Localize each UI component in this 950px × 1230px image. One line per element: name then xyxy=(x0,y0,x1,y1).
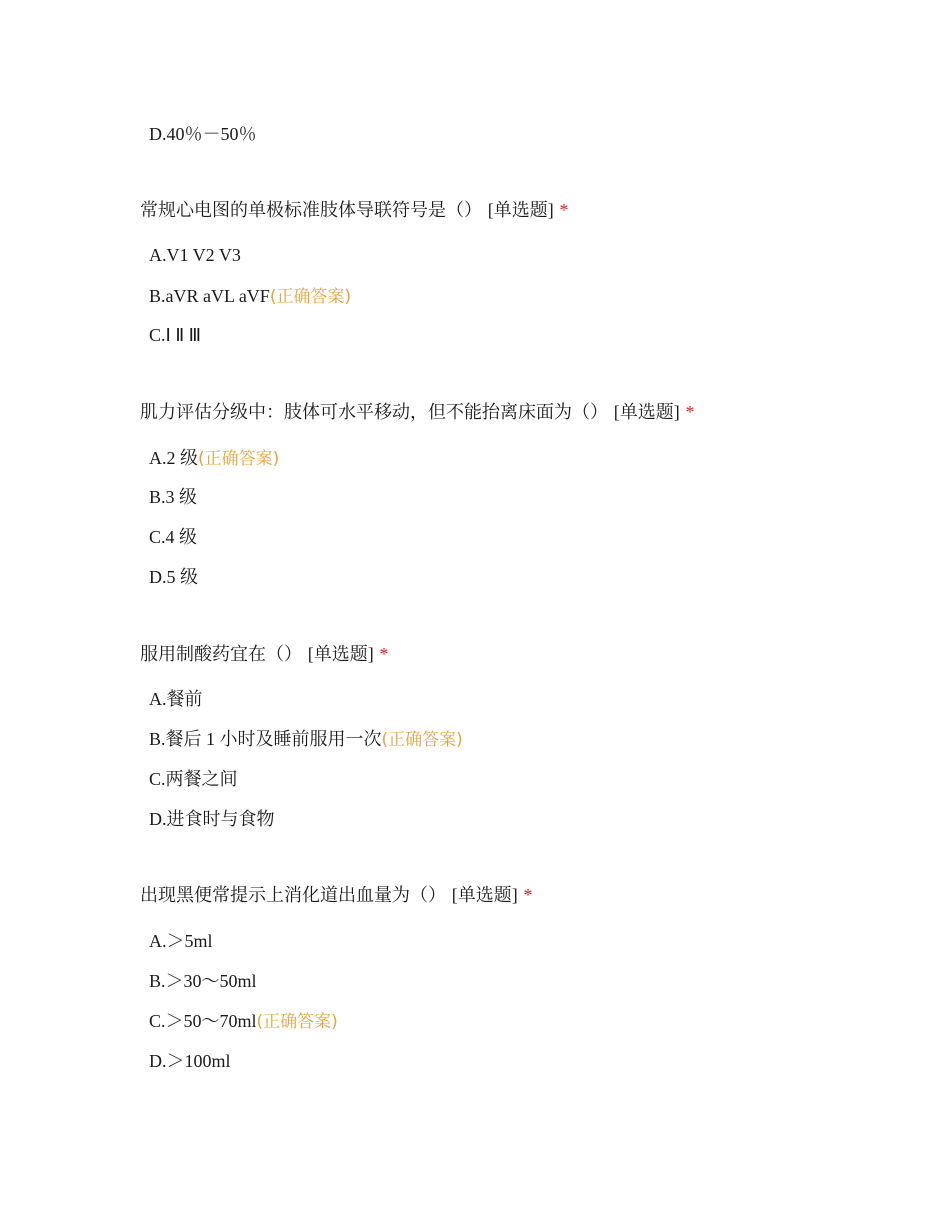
question-2-option-d xyxy=(149,565,198,589)
option-text: D.进食时与食物 xyxy=(149,809,275,829)
correct-answer-label: (正确答案) xyxy=(198,449,280,469)
question-1-option-a xyxy=(149,243,241,267)
question-type-tag: [单选题] xyxy=(613,402,680,422)
question-type-tag: [单选题] xyxy=(451,885,518,905)
question-4-option-a xyxy=(149,929,213,953)
question-text: 服用制酸药宜在（） xyxy=(140,644,302,665)
option-text: B.aVR aVL aVF xyxy=(149,286,270,306)
option-text: A.餐前 xyxy=(149,689,203,709)
option-text: B.3 级 xyxy=(149,487,198,507)
option-text: C.＞50～70ml xyxy=(149,1011,257,1031)
previous-question-option-d xyxy=(149,122,257,146)
question-4-option-b xyxy=(149,969,257,993)
required-asterisk: * xyxy=(379,644,389,664)
question-4-option-c xyxy=(149,1009,338,1034)
question-2-option-c xyxy=(149,525,197,549)
option-text: D.5 级 xyxy=(149,567,198,587)
question-3-option-c xyxy=(149,767,238,791)
question-3-option-b xyxy=(149,727,463,752)
question-2-title xyxy=(140,400,694,425)
question-type-tag: [单选题] xyxy=(307,644,374,664)
question-3-option-a xyxy=(149,687,203,711)
question-text: 常规心电图的单极标准肢体导联符号是（） xyxy=(140,200,482,221)
option-text: A.2 级 xyxy=(149,448,198,468)
option-text: C.4 级 xyxy=(149,527,198,547)
required-asterisk: * xyxy=(559,200,569,220)
option-text: A.＞5ml xyxy=(149,931,213,951)
correct-answer-label: (正确答案) xyxy=(256,1012,338,1032)
required-asterisk: * xyxy=(685,402,695,422)
question-2-option-b xyxy=(149,485,197,509)
question-3-title xyxy=(140,642,388,667)
question-1-option-b xyxy=(149,284,351,309)
option-text: A.V1 V2 V3 xyxy=(149,245,241,265)
question-4-title xyxy=(140,883,532,908)
option-text: D.40％－50％ xyxy=(149,124,257,144)
option-text: B.餐后 1 小时及睡前服用一次 xyxy=(149,729,382,749)
option-text: D.＞100ml xyxy=(149,1051,231,1071)
question-3-option-d xyxy=(149,807,275,831)
option-text: C.Ⅰ Ⅱ Ⅲ xyxy=(149,325,202,345)
question-type-tag: [单选题] xyxy=(487,200,554,220)
question-4-option-d xyxy=(149,1049,231,1073)
required-asterisk: * xyxy=(523,885,533,905)
question-text: 出现黑便常提示上消化道出血量为（） xyxy=(140,885,446,906)
correct-answer-label: (正确答案) xyxy=(269,287,352,307)
question-1-option-c xyxy=(149,323,201,347)
correct-answer-label: (正确答案) xyxy=(381,730,463,750)
option-text: B.＞30～50ml xyxy=(149,971,257,991)
option-text: C.两餐之间 xyxy=(149,769,238,789)
question-1-title xyxy=(140,198,568,223)
question-2-option-a xyxy=(149,446,279,471)
question-text: 肌力评估分级中：肢体可水平移动，但不能抬离床面为（） xyxy=(140,402,608,423)
